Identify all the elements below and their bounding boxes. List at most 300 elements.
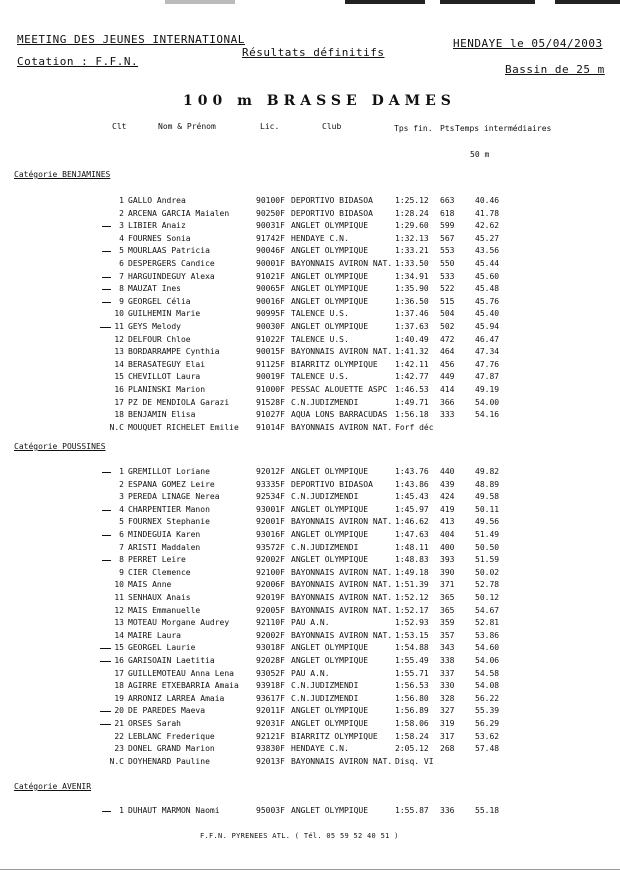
split-cell: 54.08 bbox=[475, 681, 500, 691]
rank-cell: 14 bbox=[114, 359, 124, 369]
licence-cell: 90065F bbox=[256, 284, 285, 294]
club-cell: ANGLET OLYMPIQUE bbox=[291, 284, 369, 294]
licence-cell: 93018F bbox=[256, 643, 285, 653]
rank-cell: 22 bbox=[114, 731, 124, 741]
col-club: Club bbox=[322, 122, 342, 131]
split-cell: 46.47 bbox=[475, 334, 500, 344]
club-cell: TALENCE U.S. bbox=[291, 334, 349, 344]
licence-cell: 91125F bbox=[256, 359, 285, 369]
points-cell: 317 bbox=[440, 731, 455, 741]
name-cell: GUILLEMOTEAU Anna Lena bbox=[128, 668, 234, 678]
rank-cell: N.C bbox=[109, 422, 124, 432]
club-cell: BAYONNAIS AVIRON NAT. bbox=[291, 347, 393, 357]
category-heading: Catégorie BENJAMINES bbox=[14, 170, 111, 179]
split-cell: 49.58 bbox=[475, 492, 500, 502]
category-heading: Catégorie AVENIR bbox=[14, 782, 92, 791]
result-row bbox=[0, 555, 620, 567]
name-cell: ARISTI Maddalen bbox=[128, 542, 201, 552]
rank-cell: 7 bbox=[119, 542, 124, 552]
licence-cell: 92110F bbox=[256, 618, 285, 628]
points-cell: 550 bbox=[440, 259, 455, 268]
split-cell: 54.16 bbox=[475, 410, 500, 420]
rank-cell: 2 bbox=[119, 479, 124, 489]
time-cell: 1:52.93 bbox=[395, 618, 429, 628]
rank-cell: 1 bbox=[119, 467, 124, 476]
club-cell: DEPORTIVO BIDASOA bbox=[291, 479, 373, 489]
time-cell: 1:49.18 bbox=[395, 567, 429, 577]
club-cell: ANGLET OLYMPIQUE bbox=[291, 806, 369, 815]
licence-cell: 93052F bbox=[256, 668, 285, 678]
split-cell: 45.76 bbox=[475, 296, 500, 306]
result-row bbox=[0, 706, 620, 718]
points-cell: 522 bbox=[440, 284, 455, 294]
club-cell: TALENCE U.S. bbox=[291, 309, 349, 319]
club-cell: HENDAYE C.N. bbox=[291, 233, 349, 243]
points-cell: 393 bbox=[440, 555, 455, 565]
split-cell: 50.12 bbox=[475, 593, 500, 602]
rank-cell: N.C bbox=[109, 756, 124, 766]
licence-cell: 90015F bbox=[256, 347, 285, 357]
points-cell: 365 bbox=[440, 605, 455, 615]
name-cell: MOTEAU Morgane Audrey bbox=[128, 618, 230, 628]
split-cell: 56.29 bbox=[475, 719, 500, 728]
split-cell: 45.48 bbox=[475, 284, 500, 294]
name-cell: BENJAMIN Elisa bbox=[128, 410, 196, 420]
result-row bbox=[0, 719, 620, 731]
result-row bbox=[0, 593, 620, 605]
points-cell: 464 bbox=[440, 347, 455, 357]
result-row bbox=[0, 530, 620, 542]
time-cell: 1:54.88 bbox=[395, 643, 429, 653]
club-cell: BAYONNAIS AVIRON NAT. bbox=[291, 567, 393, 577]
name-cell: MOURLAAS Patricia bbox=[128, 246, 210, 256]
rank-cell: 3 bbox=[119, 221, 124, 231]
rank-cell: 4 bbox=[119, 504, 124, 514]
split-cell: 50.50 bbox=[475, 542, 500, 552]
club-cell: AQUA LONS BARRACUDAS bbox=[291, 410, 388, 420]
time-cell: 1:56.18 bbox=[395, 410, 429, 420]
result-row bbox=[0, 196, 620, 208]
results-status: Résultats définitifs bbox=[242, 46, 385, 59]
points-cell: 533 bbox=[440, 271, 455, 281]
rank-cell: 18 bbox=[114, 410, 124, 420]
points-cell: 359 bbox=[440, 618, 455, 628]
club-cell: HENDAYE C.N. bbox=[291, 744, 349, 754]
rank-cell: 6 bbox=[119, 259, 124, 268]
time-cell: 1:34.91 bbox=[395, 271, 429, 281]
rank-cell: 6 bbox=[119, 530, 124, 539]
name-cell: MOUQUET RICHELET Emilie bbox=[128, 422, 239, 432]
rank-cell: 20 bbox=[114, 706, 124, 716]
points-cell: 413 bbox=[440, 517, 455, 527]
points-cell: 390 bbox=[440, 567, 455, 577]
event-title: 100 m BRASSE DAMES bbox=[183, 93, 456, 109]
points-cell: 419 bbox=[440, 504, 455, 514]
result-row bbox=[0, 410, 620, 422]
time-cell: 1:56.53 bbox=[395, 681, 429, 691]
licence-cell: 93830F bbox=[256, 744, 285, 754]
split-cell: 57.48 bbox=[475, 744, 500, 754]
result-row bbox=[0, 643, 620, 655]
licence-cell: 93016F bbox=[256, 530, 285, 539]
club-cell: TALENCE U.S. bbox=[291, 372, 349, 382]
time-cell: 1:43.76 bbox=[395, 467, 429, 476]
licence-cell: 91528F bbox=[256, 397, 285, 407]
result-row bbox=[0, 467, 620, 479]
time-cell: 1:55.87 bbox=[395, 806, 429, 815]
rank-cell: 14 bbox=[114, 630, 124, 640]
licence-cell: 92031F bbox=[256, 719, 285, 728]
name-cell: HARGUINDEGUY Alexa bbox=[128, 271, 215, 281]
name-cell: DELFOUR Chloe bbox=[128, 334, 191, 344]
rank-cell: 11 bbox=[114, 593, 124, 602]
rank-cell: 3 bbox=[119, 492, 124, 502]
result-row bbox=[0, 221, 620, 233]
points-cell: 357 bbox=[440, 630, 455, 640]
licence-cell: 93335F bbox=[256, 479, 285, 489]
rank-cell: 12 bbox=[114, 334, 124, 344]
points-cell: 440 bbox=[440, 467, 455, 476]
points-cell: 618 bbox=[440, 208, 455, 218]
licence-cell: 90995F bbox=[256, 309, 285, 319]
name-cell: GUILHEMIN Marie bbox=[128, 309, 201, 319]
club-cell: C.N.JUDIZMENDI bbox=[291, 492, 359, 502]
result-row bbox=[0, 681, 620, 693]
scan-edge-marks bbox=[0, 0, 620, 5]
location-date: HENDAYE le 05/04/2003 bbox=[453, 37, 603, 50]
club-cell: ANGLET OLYMPIQUE bbox=[291, 643, 369, 653]
points-cell: 472 bbox=[440, 334, 455, 344]
split-cell: 50.11 bbox=[475, 504, 500, 514]
result-row bbox=[0, 480, 620, 492]
points-cell: 343 bbox=[440, 643, 455, 653]
licence-cell: 91027F bbox=[256, 410, 285, 420]
time-cell: 1:40.49 bbox=[395, 334, 429, 344]
points-cell: 336 bbox=[440, 806, 455, 815]
split-cell: 56.22 bbox=[475, 693, 500, 703]
points-cell: 400 bbox=[440, 542, 455, 552]
rank-cell: 18 bbox=[114, 681, 124, 691]
club-cell: ANGLET OLYMPIQUE bbox=[291, 706, 369, 716]
name-cell: ORSES Sarah bbox=[128, 719, 181, 728]
time-cell: 1:58.06 bbox=[395, 719, 429, 728]
name-cell: GARISOAIN Laetitia bbox=[128, 656, 215, 665]
licence-cell: 90046F bbox=[256, 246, 285, 256]
result-row bbox=[0, 423, 620, 435]
time-cell: 1:47.63 bbox=[395, 530, 429, 539]
col-points: Pts bbox=[440, 124, 455, 133]
name-cell: MAIRE Laura bbox=[128, 630, 181, 640]
licence-cell: 90100F bbox=[256, 196, 285, 205]
name-cell: AGIRRE ETXEBARRIA Amaia bbox=[128, 681, 239, 691]
points-cell: 663 bbox=[440, 196, 455, 205]
time-cell: 1:33.50 bbox=[395, 259, 429, 268]
rank-cell: 10 bbox=[114, 580, 124, 590]
result-row bbox=[0, 580, 620, 592]
club-cell: BAYONNAIS AVIRON NAT. bbox=[291, 605, 393, 615]
time-cell: 1:58.24 bbox=[395, 731, 429, 741]
licence-cell: 92100F bbox=[256, 567, 285, 577]
split-cell: 53.62 bbox=[475, 731, 500, 741]
rank-cell: 17 bbox=[114, 397, 124, 407]
club-cell: BAYONNAIS AVIRON NAT. bbox=[291, 580, 393, 590]
time-cell: 1:42.11 bbox=[395, 359, 429, 369]
licence-cell: 92001F bbox=[256, 517, 285, 527]
club-cell: ANGLET OLYMPIQUE bbox=[291, 271, 369, 281]
time-cell: 1:28.24 bbox=[395, 208, 429, 218]
club-cell: PESSAC ALOUETTE ASPC bbox=[291, 385, 388, 394]
club-cell: ANGLET OLYMPIQUE bbox=[291, 719, 369, 728]
time-cell: 1:55.71 bbox=[395, 668, 429, 678]
split-cell: 49.56 bbox=[475, 517, 500, 527]
time-cell: 1:43.86 bbox=[395, 479, 429, 489]
licence-cell: 95003F bbox=[256, 806, 285, 815]
points-cell: 515 bbox=[440, 296, 455, 306]
club-cell: C.N.JUDIZMENDI bbox=[291, 681, 359, 691]
points-cell: 456 bbox=[440, 359, 455, 369]
split-cell: 47.34 bbox=[475, 347, 500, 357]
time-cell: 1:41.32 bbox=[395, 347, 429, 357]
licence-cell: 90031F bbox=[256, 221, 285, 231]
name-cell: ARCENA GARCIA Maialen bbox=[128, 208, 230, 218]
result-row bbox=[0, 744, 620, 756]
time-cell: 1:32.13 bbox=[395, 233, 429, 243]
name-cell: GEORGEL Laurie bbox=[128, 643, 196, 653]
licence-cell: 92006F bbox=[256, 580, 285, 590]
club-cell: PAU A.N. bbox=[291, 668, 330, 678]
name-cell: MINDEGUIA Karen bbox=[128, 530, 201, 539]
club-cell: ANGLET OLYMPIQUE bbox=[291, 656, 369, 665]
col-final-time: Tps fin. bbox=[394, 124, 433, 133]
licence-cell: 93001F bbox=[256, 504, 285, 514]
points-cell: 333 bbox=[440, 410, 455, 420]
licence-cell: 90016F bbox=[256, 296, 285, 306]
rank-cell: 16 bbox=[114, 656, 124, 665]
time-cell: 1:33.21 bbox=[395, 246, 429, 256]
split-cell: 52.78 bbox=[475, 580, 500, 590]
result-row bbox=[0, 606, 620, 618]
col-name: Nom & Prénom bbox=[158, 122, 216, 131]
result-row bbox=[0, 492, 620, 504]
rank-cell: 16 bbox=[114, 385, 124, 394]
result-row bbox=[0, 568, 620, 580]
rank-cell: 7 bbox=[119, 271, 124, 281]
name-cell: PERRET Leire bbox=[128, 555, 186, 565]
points-cell: 567 bbox=[440, 233, 455, 243]
licence-cell: 90001F bbox=[256, 259, 285, 268]
split-cell: 47.76 bbox=[475, 359, 500, 369]
club-cell: BIARRITZ OLYMPIQUE bbox=[291, 731, 378, 741]
time-cell: 1:25.12 bbox=[395, 196, 429, 205]
licence-cell: 92005F bbox=[256, 605, 285, 615]
split-cell: 40.46 bbox=[475, 196, 500, 205]
rank-cell: 13 bbox=[114, 347, 124, 357]
name-cell: GEYS Melody bbox=[128, 322, 181, 331]
time-cell: 1:52.17 bbox=[395, 605, 429, 615]
col-split-50m: 50 m bbox=[470, 150, 490, 159]
licence-cell: 91014F bbox=[256, 422, 285, 432]
licence-cell: 90030F bbox=[256, 322, 285, 331]
licence-cell: 92012F bbox=[256, 467, 285, 476]
points-cell: 404 bbox=[440, 530, 455, 539]
licence-cell: 92121F bbox=[256, 731, 285, 741]
time-cell: Disq. VI bbox=[395, 756, 434, 766]
rank-cell: 15 bbox=[114, 643, 124, 653]
club-cell: BAYONNAIS AVIRON NAT. bbox=[291, 422, 393, 432]
result-row bbox=[0, 259, 620, 271]
licence-cell: 90019F bbox=[256, 372, 285, 382]
time-cell: 1:56.89 bbox=[395, 706, 429, 716]
points-cell: 424 bbox=[440, 492, 455, 502]
rank-cell: 10 bbox=[114, 309, 124, 319]
club-cell: C.N.JUDIZMENDI bbox=[291, 542, 359, 552]
name-cell: LIBIER Anaiz bbox=[128, 221, 186, 231]
split-cell: 54.67 bbox=[475, 605, 500, 615]
time-cell: 2:05.12 bbox=[395, 744, 429, 754]
result-row bbox=[0, 322, 620, 334]
time-cell: 1:46.53 bbox=[395, 385, 429, 394]
split-cell: 54.60 bbox=[475, 643, 500, 653]
time-cell: 1:52.12 bbox=[395, 593, 429, 602]
licence-cell: 90250F bbox=[256, 208, 285, 218]
name-cell: DE PAREDES Maeva bbox=[128, 706, 206, 716]
result-row bbox=[0, 272, 620, 284]
club-cell: DEPORTIVO BIDASOA bbox=[291, 196, 373, 205]
licence-cell: 93572F bbox=[256, 542, 285, 552]
time-cell: 1:35.90 bbox=[395, 284, 429, 294]
split-cell: 49.82 bbox=[475, 467, 500, 476]
split-cell: 45.94 bbox=[475, 322, 500, 331]
result-row bbox=[0, 631, 620, 643]
split-cell: 52.81 bbox=[475, 618, 500, 628]
cotation: Cotation : F.F.N. bbox=[17, 55, 139, 68]
split-cell: 51.59 bbox=[475, 555, 500, 565]
licence-cell: 92019F bbox=[256, 593, 285, 602]
category-heading: Catégorie POUSSINES bbox=[14, 442, 106, 451]
result-row bbox=[0, 694, 620, 706]
result-row bbox=[0, 284, 620, 296]
name-cell: DONEL GRAND Marion bbox=[128, 744, 215, 754]
name-cell: SENHAUX Anais bbox=[128, 593, 191, 602]
licence-cell: 92013F bbox=[256, 756, 285, 766]
result-row bbox=[0, 309, 620, 321]
name-cell: MAIS Anne bbox=[128, 580, 172, 590]
rank-cell: 15 bbox=[114, 372, 124, 382]
rank-cell: 8 bbox=[119, 555, 124, 565]
name-cell: PEREDA LINAGE Nerea bbox=[128, 492, 220, 502]
licence-cell: 91022F bbox=[256, 334, 285, 344]
col-licence: Lic. bbox=[260, 122, 280, 131]
club-cell: BAYONNAIS AVIRON NAT. bbox=[291, 259, 393, 268]
result-row bbox=[0, 669, 620, 681]
points-cell: 319 bbox=[440, 719, 455, 728]
name-cell: FOURNES Sonia bbox=[128, 233, 191, 243]
time-cell: 1:53.15 bbox=[395, 630, 429, 640]
rank-cell: 12 bbox=[114, 605, 124, 615]
points-cell: 502 bbox=[440, 322, 455, 331]
result-row bbox=[0, 517, 620, 529]
club-cell: ANGLET OLYMPIQUE bbox=[291, 322, 369, 331]
name-cell: DOYHENARD Pauline bbox=[128, 756, 210, 766]
points-cell: 328 bbox=[440, 693, 455, 703]
rank-cell: 5 bbox=[119, 246, 124, 256]
club-cell: C.N.JUDIZMENDI bbox=[291, 397, 359, 407]
split-cell: 51.49 bbox=[475, 530, 500, 539]
name-cell: CHEVILLOT Laura bbox=[128, 372, 201, 382]
result-row bbox=[0, 656, 620, 668]
club-cell: ANGLET OLYMPIQUE bbox=[291, 221, 369, 231]
pool-length: Bassin de 25 m bbox=[505, 63, 605, 76]
name-cell: BORDARRAMPE Cynthia bbox=[128, 347, 220, 357]
time-cell: 1:42.77 bbox=[395, 372, 429, 382]
result-row bbox=[0, 297, 620, 309]
result-row bbox=[0, 347, 620, 359]
split-cell: 45.44 bbox=[475, 259, 500, 268]
time-cell: 1:29.60 bbox=[395, 221, 429, 231]
meeting-title: MEETING DES JEUNES INTERNATIONAL bbox=[17, 33, 245, 46]
rank-cell: 19 bbox=[114, 693, 124, 703]
licence-cell: 91021F bbox=[256, 271, 285, 281]
points-cell: 330 bbox=[440, 681, 455, 691]
result-row bbox=[0, 543, 620, 555]
rank-cell: 17 bbox=[114, 668, 124, 678]
time-cell: 1:37.63 bbox=[395, 322, 429, 331]
points-cell: 599 bbox=[440, 221, 455, 231]
licence-cell: 91000F bbox=[256, 385, 285, 394]
club-cell: ANGLET OLYMPIQUE bbox=[291, 246, 369, 256]
result-row bbox=[0, 234, 620, 246]
rank-cell: 5 bbox=[119, 517, 124, 527]
points-cell: 327 bbox=[440, 706, 455, 716]
licence-cell: 92002F bbox=[256, 555, 285, 565]
time-cell: 1:36.50 bbox=[395, 296, 429, 306]
rank-cell: 4 bbox=[119, 233, 124, 243]
result-row bbox=[0, 398, 620, 410]
rank-cell: 9 bbox=[119, 296, 124, 306]
result-row bbox=[0, 505, 620, 517]
rank-cell: 1 bbox=[119, 806, 124, 815]
split-cell: 45.60 bbox=[475, 271, 500, 281]
name-cell: GEORGEL Célia bbox=[128, 296, 191, 306]
points-cell: 366 bbox=[440, 397, 455, 407]
points-cell: 449 bbox=[440, 372, 455, 382]
name-cell: PLANINSKI Marion bbox=[128, 385, 206, 394]
points-cell: 439 bbox=[440, 479, 455, 489]
name-cell: FOURNEX Stephanie bbox=[128, 517, 210, 527]
club-cell: BAYONNAIS AVIRON NAT. bbox=[291, 756, 393, 766]
points-cell: 504 bbox=[440, 309, 455, 319]
time-cell: 1:46.62 bbox=[395, 517, 429, 527]
split-cell: 45.40 bbox=[475, 309, 500, 319]
club-cell: ANGLET OLYMPIQUE bbox=[291, 555, 369, 565]
club-cell: ANGLET OLYMPIQUE bbox=[291, 296, 369, 306]
club-cell: BAYONNAIS AVIRON NAT. bbox=[291, 593, 393, 602]
result-row bbox=[0, 806, 620, 818]
club-cell: BAYONNAIS AVIRON NAT. bbox=[291, 630, 393, 640]
rank-cell: 21 bbox=[114, 719, 124, 728]
result-row bbox=[0, 757, 620, 769]
club-cell: BIARRITZ OLYMPIQUE bbox=[291, 359, 378, 369]
name-cell: DUHAUT MARMON Naomi bbox=[128, 806, 220, 815]
licence-cell: 92011F bbox=[256, 706, 285, 716]
name-cell: PZ DE MENDIOLA Garazi bbox=[128, 397, 230, 407]
licence-cell: 93918F bbox=[256, 681, 285, 691]
points-cell: 414 bbox=[440, 385, 455, 394]
name-cell: MAUZAT Ines bbox=[128, 284, 181, 294]
time-cell: 1:51.39 bbox=[395, 580, 429, 590]
licence-cell: 92002F bbox=[256, 630, 285, 640]
points-cell: 553 bbox=[440, 246, 455, 256]
